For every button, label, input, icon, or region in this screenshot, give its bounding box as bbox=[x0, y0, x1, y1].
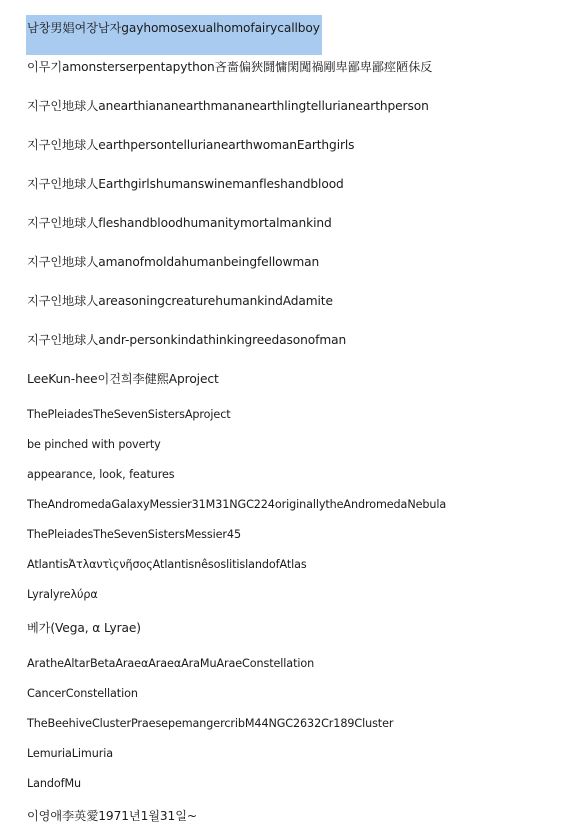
text-line-15[interactable]: ThePleiadesTheSevenSistersMessier45 bbox=[27, 528, 241, 541]
text-line-1[interactable]: 남창男娼여장남자gayhomosexualhomofairycallboy bbox=[27, 21, 320, 35]
text-line-7[interactable]: 지구인地球人amanofmoldahumanbeingfellowman bbox=[27, 255, 320, 269]
text-line-5[interactable]: 지구인地球人Earthgirlshumanswinemanfleshandblood bbox=[27, 177, 344, 191]
text-line-2[interactable]: 이무기amonsterserpentapython吝嗇偏狹鬪慵閑闖禍剛卑鄙卑鄙痙陋佅反 bbox=[27, 60, 433, 74]
text-line-23[interactable]: LandofMu bbox=[27, 777, 82, 790]
text-line-11[interactable]: ThePleiadesTheSevenSistersAproject bbox=[27, 408, 231, 421]
text-line-22[interactable]: LemuriaLimuria bbox=[27, 747, 113, 760]
text-line-8[interactable]: 지구인地球人areasoningcreaturehumankindAdamite bbox=[27, 294, 333, 308]
text-line-3[interactable]: 지구인地球人anearthiananearthmananearthlingtellurianearthperson bbox=[27, 99, 429, 113]
text-line-10[interactable]: LeeKun-hee이건희李健熙Aproject bbox=[27, 372, 219, 386]
text-line-9[interactable]: 지구인地球人andr-personkindathinkingreedasonofman bbox=[27, 333, 347, 347]
text-line-12[interactable]: be pinched with poverty bbox=[27, 438, 161, 451]
text-line-17[interactable]: Lyralyreλύρα bbox=[27, 588, 98, 601]
text-line-24[interactable]: 이영애李英愛1971년1월31일~ bbox=[27, 809, 197, 823]
text-line-21[interactable]: TheBeehiveClusterPraesepemangercribM44NGC2632Cr189Cluster bbox=[27, 717, 394, 730]
text-line-16[interactable]: AtlantisἈτλαντὶςνῆσοςAtlantisnêsoslitislandofAtlas bbox=[27, 558, 307, 571]
text-line-18[interactable]: 베가(Vega, α Lyrae) bbox=[27, 621, 141, 635]
text-line-19[interactable]: AratheAltarBetaAraeαAraeαAraMuAraeConstellation bbox=[27, 657, 315, 670]
text-line-4[interactable]: 지구인地球人earthpersontellurianearthwomanEarthgirls bbox=[27, 138, 355, 152]
text-line-20[interactable]: CancerConstellation bbox=[27, 687, 138, 700]
text-line-13[interactable]: appearance, look, features bbox=[27, 468, 175, 481]
text-line-14[interactable]: TheAndromedaGalaxyMessier31M31NGC224originallytheAndromedaNebula bbox=[27, 498, 447, 511]
text-line-6[interactable]: 지구인地球人fleshandbloodhumanitymortalmankind bbox=[27, 216, 332, 230]
